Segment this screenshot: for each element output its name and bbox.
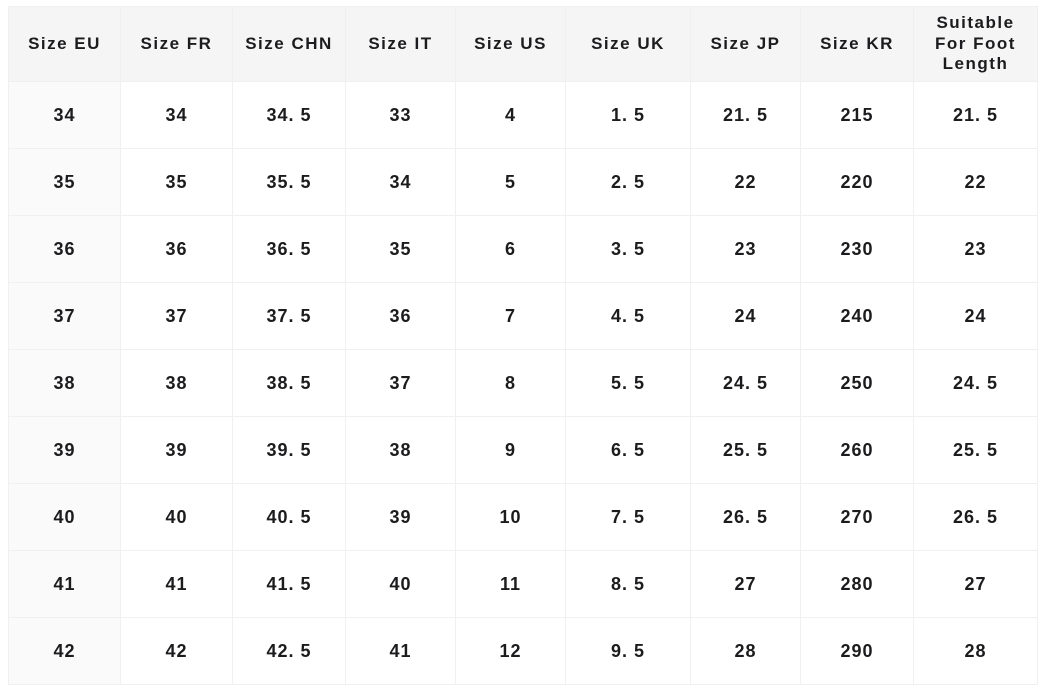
table-cell: 24 <box>691 283 801 350</box>
table-cell: 41 <box>9 551 121 618</box>
table-cell: 35. 5 <box>233 149 346 216</box>
table-cell: 34 <box>346 149 456 216</box>
table-cell: 36 <box>9 216 121 283</box>
table-cell: 21. 5 <box>691 82 801 149</box>
table-cell: 41. 5 <box>233 551 346 618</box>
column-header: Size CHN <box>233 7 346 82</box>
table-cell: 215 <box>801 82 914 149</box>
column-header: Suitable For Foot Length <box>914 7 1038 82</box>
table-cell: 34 <box>9 82 121 149</box>
table-cell: 38. 5 <box>233 350 346 417</box>
table-cell: 4 <box>456 82 566 149</box>
table-cell: 7 <box>456 283 566 350</box>
table-cell: 24. 5 <box>691 350 801 417</box>
table-cell: 4. 5 <box>566 283 691 350</box>
table-cell: 35 <box>9 149 121 216</box>
column-header: Size FR <box>121 7 233 82</box>
table-cell: 38 <box>346 417 456 484</box>
table-cell: 7. 5 <box>566 484 691 551</box>
column-header: Size IT <box>346 7 456 82</box>
table-cell: 33 <box>346 82 456 149</box>
table-cell: 5. 5 <box>566 350 691 417</box>
table-header <box>9 7 1038 82</box>
table-cell: 28 <box>914 618 1038 685</box>
table-cell: 41 <box>346 618 456 685</box>
table-cell: 260 <box>801 417 914 484</box>
table-cell: 39 <box>346 484 456 551</box>
table-cell: 25. 5 <box>691 417 801 484</box>
table-cell: 37 <box>9 283 121 350</box>
table-cell: 6 <box>456 216 566 283</box>
table-row <box>9 618 1038 685</box>
table-cell: 42 <box>121 618 233 685</box>
table-cell: 40 <box>9 484 121 551</box>
table-cell: 34 <box>121 82 233 149</box>
table-cell: 12 <box>456 618 566 685</box>
table-row <box>9 149 1038 216</box>
table-cell: 23 <box>691 216 801 283</box>
table-cell: 9. 5 <box>566 618 691 685</box>
column-header: Size JP <box>691 7 801 82</box>
table-cell: 9 <box>456 417 566 484</box>
table-row <box>9 350 1038 417</box>
table-cell: 22 <box>691 149 801 216</box>
size-chart-container <box>8 6 1037 685</box>
table-cell: 41 <box>121 551 233 618</box>
table-cell: 2. 5 <box>566 149 691 216</box>
table-cell: 27 <box>914 551 1038 618</box>
table-cell: 35 <box>346 216 456 283</box>
table-cell: 280 <box>801 551 914 618</box>
table-row <box>9 216 1038 283</box>
table-cell: 37 <box>121 283 233 350</box>
table-cell: 36. 5 <box>233 216 346 283</box>
column-header: Size KR <box>801 7 914 82</box>
table-cell: 1. 5 <box>566 82 691 149</box>
table-cell: 5 <box>456 149 566 216</box>
table-body <box>9 82 1038 685</box>
table-cell: 38 <box>9 350 121 417</box>
table-cell: 36 <box>346 283 456 350</box>
table-cell: 8 <box>456 350 566 417</box>
table-cell: 27 <box>691 551 801 618</box>
table-cell: 40 <box>121 484 233 551</box>
table-cell: 42 <box>9 618 121 685</box>
column-header: Size US <box>456 7 566 82</box>
table-cell: 3. 5 <box>566 216 691 283</box>
table-cell: 21. 5 <box>914 82 1038 149</box>
table-cell: 23 <box>914 216 1038 283</box>
table-cell: 37 <box>346 350 456 417</box>
table-cell: 42. 5 <box>233 618 346 685</box>
table-cell: 39 <box>9 417 121 484</box>
column-header: Size EU <box>9 7 121 82</box>
header-row <box>9 7 1038 82</box>
column-header: Size UK <box>566 7 691 82</box>
table-cell: 26. 5 <box>691 484 801 551</box>
table-cell: 22 <box>914 149 1038 216</box>
table-row <box>9 417 1038 484</box>
table-cell: 24 <box>914 283 1038 350</box>
table-cell: 39 <box>121 417 233 484</box>
table-cell: 34. 5 <box>233 82 346 149</box>
table-cell: 37. 5 <box>233 283 346 350</box>
table-cell: 240 <box>801 283 914 350</box>
table-row <box>9 551 1038 618</box>
table-cell: 230 <box>801 216 914 283</box>
table-cell: 290 <box>801 618 914 685</box>
table-cell: 250 <box>801 350 914 417</box>
table-cell: 40. 5 <box>233 484 346 551</box>
table-cell: 25. 5 <box>914 417 1038 484</box>
table-row <box>9 484 1038 551</box>
table-cell: 35 <box>121 149 233 216</box>
table-row <box>9 82 1038 149</box>
table-cell: 24. 5 <box>914 350 1038 417</box>
table-cell: 40 <box>346 551 456 618</box>
table-cell: 39. 5 <box>233 417 346 484</box>
table-cell: 11 <box>456 551 566 618</box>
table-cell: 36 <box>121 216 233 283</box>
table-cell: 38 <box>121 350 233 417</box>
size-conversion-table <box>8 6 1038 685</box>
table-cell: 26. 5 <box>914 484 1038 551</box>
table-cell: 6. 5 <box>566 417 691 484</box>
table-cell: 28 <box>691 618 801 685</box>
table-row <box>9 283 1038 350</box>
table-cell: 8. 5 <box>566 551 691 618</box>
table-cell: 220 <box>801 149 914 216</box>
table-cell: 270 <box>801 484 914 551</box>
table-cell: 10 <box>456 484 566 551</box>
